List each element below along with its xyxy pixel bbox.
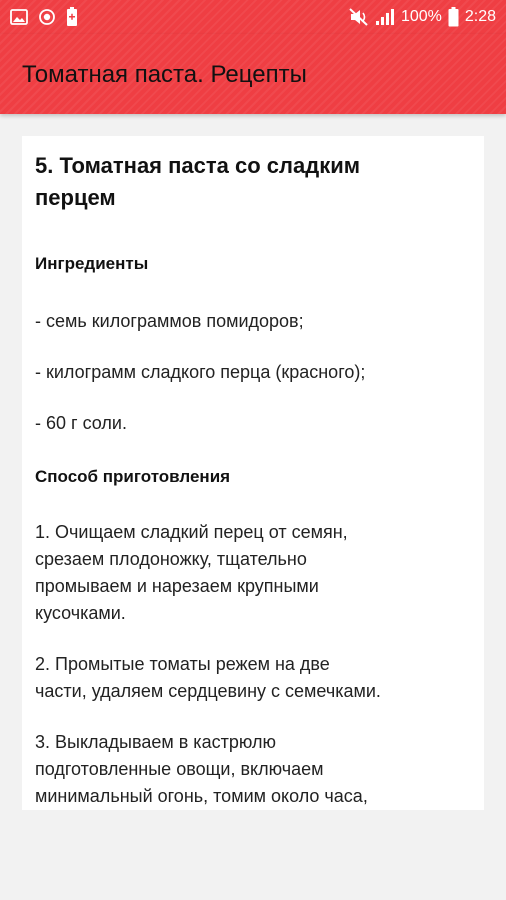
recipe-title bbox=[35, 150, 475, 214]
step-line: подготовленные овощи, включаем bbox=[35, 759, 324, 779]
ingredients-heading: Ингредиенты bbox=[35, 254, 149, 273]
recipe-title-line-1: 5. Томатная паста со сладким bbox=[35, 153, 361, 178]
battery-percent: 100% bbox=[400, 8, 442, 25]
ingredient-item: - 60 г соли. bbox=[35, 413, 127, 433]
step-line: промываем и нарезаем крупными bbox=[35, 576, 319, 596]
target-icon bbox=[38, 8, 56, 26]
battery-icon bbox=[448, 7, 459, 27]
ingredient-item: - семь килограммов помидоров; bbox=[35, 311, 304, 331]
step-line: минимальный огонь, томим около часа, bbox=[35, 786, 368, 806]
method-heading: Способ приготовления bbox=[35, 467, 231, 486]
step-line: 2. Промытые томаты режем на две bbox=[35, 654, 330, 674]
status-right-icons bbox=[349, 6, 496, 28]
mute-icon bbox=[349, 8, 369, 26]
image-icon bbox=[10, 9, 28, 25]
method-step bbox=[35, 519, 475, 627]
recipe-card[interactable] bbox=[22, 136, 484, 810]
recipe-content bbox=[35, 150, 475, 837]
method-step bbox=[35, 651, 475, 705]
clock: 2:28 bbox=[464, 8, 496, 25]
app-title: Томатная паста. Рецепты bbox=[22, 61, 307, 88]
status-bar bbox=[0, 0, 506, 34]
battery-saver-icon bbox=[66, 7, 78, 27]
step-line: срезаем плодоножку, тщательно bbox=[35, 549, 307, 569]
step-line: 1. Очищаем сладкий перец от семян, bbox=[35, 522, 348, 542]
app-bar bbox=[0, 34, 506, 114]
signal-icon bbox=[375, 8, 395, 26]
step-line: кусочками. bbox=[35, 603, 126, 623]
bottom-background bbox=[0, 810, 506, 900]
step-line: части, удаляем сердцевину с семечками. bbox=[35, 681, 381, 701]
step-line: 3. Выкладываем в кастрюлю bbox=[35, 732, 276, 752]
recipe-title-line-2: перцем bbox=[35, 185, 116, 210]
status-left-icons bbox=[10, 7, 78, 27]
ingredient-item: - килограмм сладкого перца (красного); bbox=[35, 362, 366, 382]
